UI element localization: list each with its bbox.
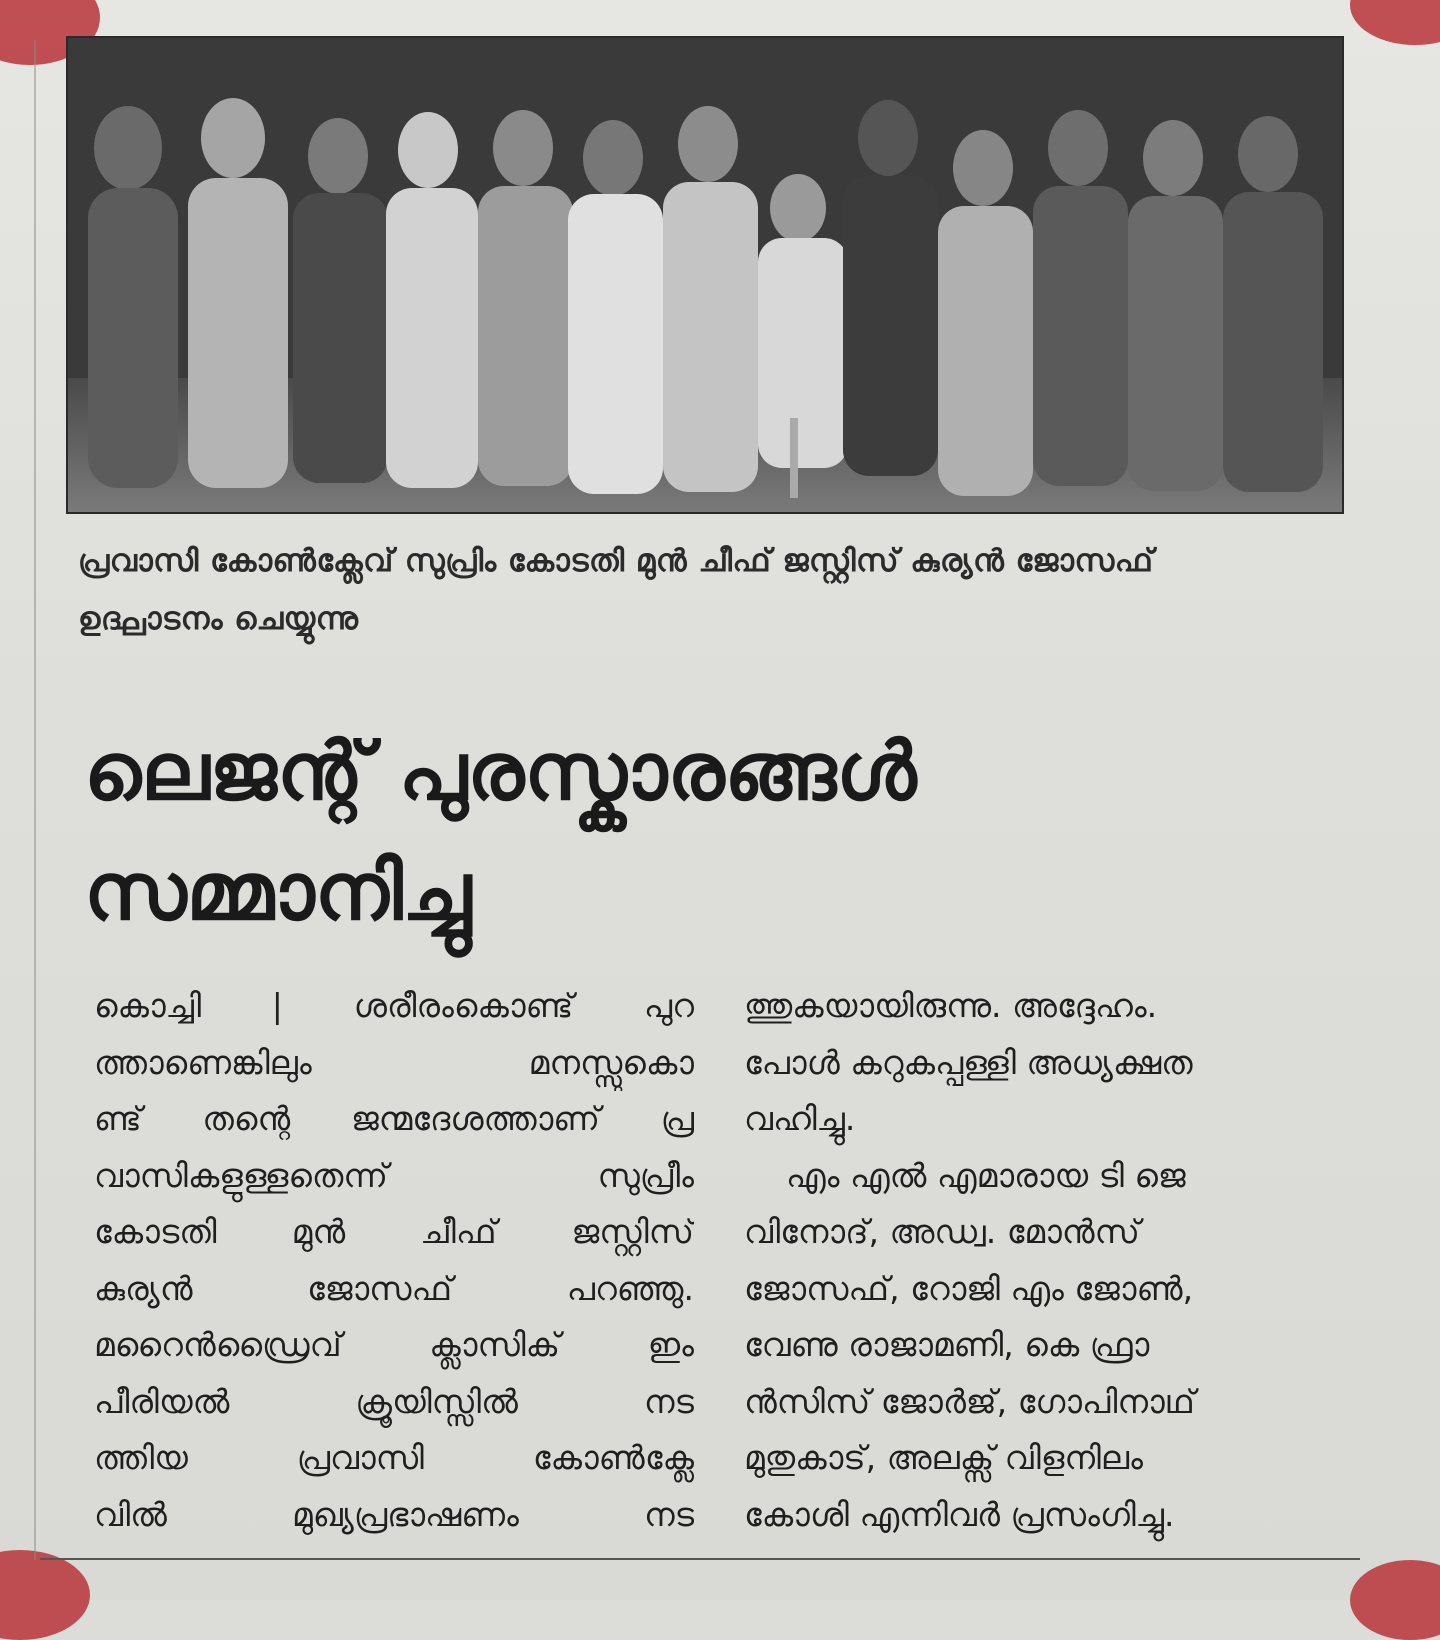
text-line: ത്താണെങ്കിലും മനസ്സുകൊ	[94, 1042, 694, 1082]
photo-caption	[78, 532, 1338, 648]
text-line: ൻസിസ് ജോർജ്, ഗോപിനാഥ്	[744, 1381, 1195, 1421]
text-line: പോൾ കറുകപ്പള്ളി അധ്യക്ഷത	[744, 1042, 1193, 1082]
caption-line: ഉദ്ഘാടനം ചെയ്യുന്നു	[78, 601, 359, 637]
group-photo-icon	[68, 38, 1342, 512]
column-rule	[34, 40, 36, 1560]
text-line: കുര്യൻ ജോസഫ് പറഞ്ഞു.	[94, 1268, 694, 1308]
text-line: വിനോദ്, അഡ്വ. മോൻസ്	[744, 1212, 1140, 1251]
group-photo	[66, 36, 1344, 514]
headline-line: ലെജന്റ് പുരസ്കാരങ്ങൾ	[84, 725, 917, 818]
text-line: കൊച്ചി | ശരീരംകൊണ്ട് പുറ	[94, 986, 694, 1025]
headline-line: സമ്മാനിച്ചു	[84, 845, 472, 938]
text-line: വേണു രാജാമണി, കെ ഫ്രാ	[744, 1325, 1150, 1364]
text-line: മറൈൻഡ്രൈവ് ക്ലാസിക് ഇം	[94, 1325, 694, 1364]
bottom-rule	[40, 1558, 1360, 1560]
text-line: കോടതി മുൻ ചീഫ് ജസ്റ്റിസ്	[94, 1212, 694, 1251]
headline	[84, 712, 1384, 952]
text-line: വാസികളുള്ളതെന്ന് സുപ്രീം	[94, 1155, 694, 1195]
text-line: മുതുകാട്, അലക്സ് വിളനിലം	[744, 1438, 1143, 1477]
text-line: ത്തുകയായിരുന്നു. അദ്ദേഹം.	[744, 986, 1158, 1025]
text-line: വിൽ മുഖ്യപ്രഭാഷണം നട	[94, 1494, 694, 1534]
text-line: ജോസഫ്, റോജി എം ജോൺ,	[744, 1268, 1194, 1308]
text-line: കോശി എന്നിവർ പ്രസംഗിച്ചു.	[744, 1494, 1175, 1534]
text-line: എം എൽ എമാരായ ടി ജെ	[744, 1155, 1186, 1195]
article-column-right	[744, 978, 1364, 1543]
caption-line: പ്രവാസി കോൺക്ലേവ് സുപ്രിം കോടതി മുൻ ചീഫ് ജസ്റ്റിസ് കുര്യൻ ജോസഫ്	[78, 543, 1154, 579]
article-column-left	[94, 978, 694, 1543]
text-line: പീരിയൽ ക്രൂയിസ്സിൽ നട	[94, 1381, 694, 1421]
text-line: ണ്ട് തന്റെ ജന്മദേശത്താണ് പ്ര	[94, 1099, 694, 1138]
text-line: വഹിച്ചു.	[744, 1099, 856, 1138]
text-line: ത്തിയ പ്രവാസി കോൺക്ലേ	[94, 1438, 694, 1477]
